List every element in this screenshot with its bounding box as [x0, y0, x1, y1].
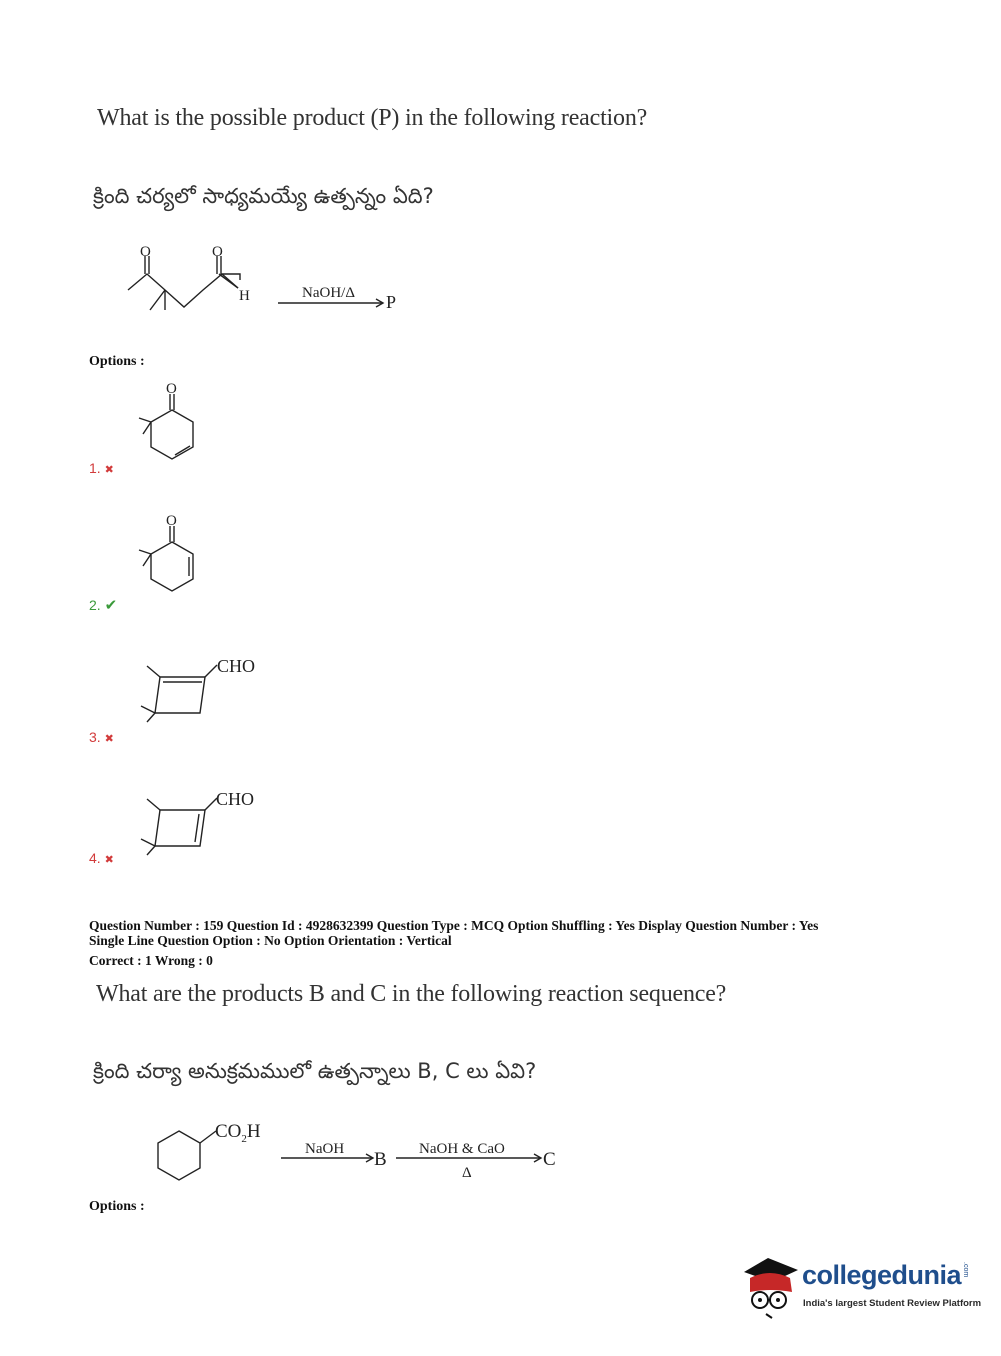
reaction-scheme-1 [120, 240, 420, 320]
svg-text:O: O [166, 381, 177, 397]
question-text-te: క్రింది చర్యా అనుక్రమములో ఉత్పన్నాలు B, C లు ఏవి? [93, 1059, 537, 1083]
option-2-number: 2. ✔ [89, 597, 118, 614]
wrong-mark-icon: ✖ [104, 733, 114, 745]
logo-tagline: India's largest Student Review Platform [803, 1298, 982, 1309]
option-2-structure [135, 512, 205, 602]
reagent-1-label: NaOH [305, 1141, 345, 1157]
question-meta-line-1: Question Number : 159 Question Id : 4928632399 Question Type : MCQ Option Shuffling : Yes Display Question Number : Yes [89, 918, 819, 933]
question-text-en: What is the possible product (P) in the following reaction? [97, 105, 648, 131]
cho-group: CHO [217, 656, 256, 676]
reagent-label: NaOH/Δ [302, 285, 355, 301]
logo-wordmark: collegedunia [802, 1260, 962, 1290]
options-label: Options : [89, 1199, 145, 1214]
question-meta-line-3: Correct : 1 Wrong : 0 [89, 953, 213, 968]
option-4-number: 4. ✖ [89, 850, 114, 866]
option-1-number: 1. ✖ [89, 460, 114, 476]
logo-domain-suffix: .com [962, 1262, 969, 1278]
svg-text:O: O [166, 513, 177, 529]
svg-text:O: O [212, 244, 223, 260]
reaction-scheme-2 [148, 1115, 578, 1190]
mascot-icon [740, 1248, 802, 1320]
intermediate-b: B [374, 1149, 387, 1170]
option-3-number: 3. ✖ [89, 729, 114, 745]
wrong-mark-icon: ✖ [104, 854, 114, 866]
question-text-te: క్రింది చర్యలో సాధ్యమయ్యే ఉత్పన్నం ఏది? [93, 184, 434, 208]
question-meta-line-2: Single Line Question Option : No Option Orientation : Vertical [89, 933, 452, 948]
option-4-structure [135, 783, 285, 863]
reagent-2-label: NaOH & CaO [419, 1141, 505, 1157]
product-label: P [386, 292, 397, 312]
check-mark-icon: ✔ [104, 597, 118, 614]
wrong-mark-icon: ✖ [104, 464, 114, 476]
heat-condition: Δ [462, 1165, 472, 1181]
option-1-structure [135, 380, 205, 470]
question-text-en: What are the products B and C in the following reaction sequence? [96, 981, 727, 1007]
svg-text:O: O [140, 244, 151, 260]
cho-group: CHO [216, 789, 255, 809]
options-label: Options : [89, 354, 145, 369]
co2h-group: $CO_2H$ [215, 1121, 261, 1145]
collegedunia-logo [740, 1248, 982, 1320]
option-3-structure [135, 650, 285, 730]
product-c: C [543, 1149, 556, 1170]
aldehyde-h: H [239, 288, 250, 304]
